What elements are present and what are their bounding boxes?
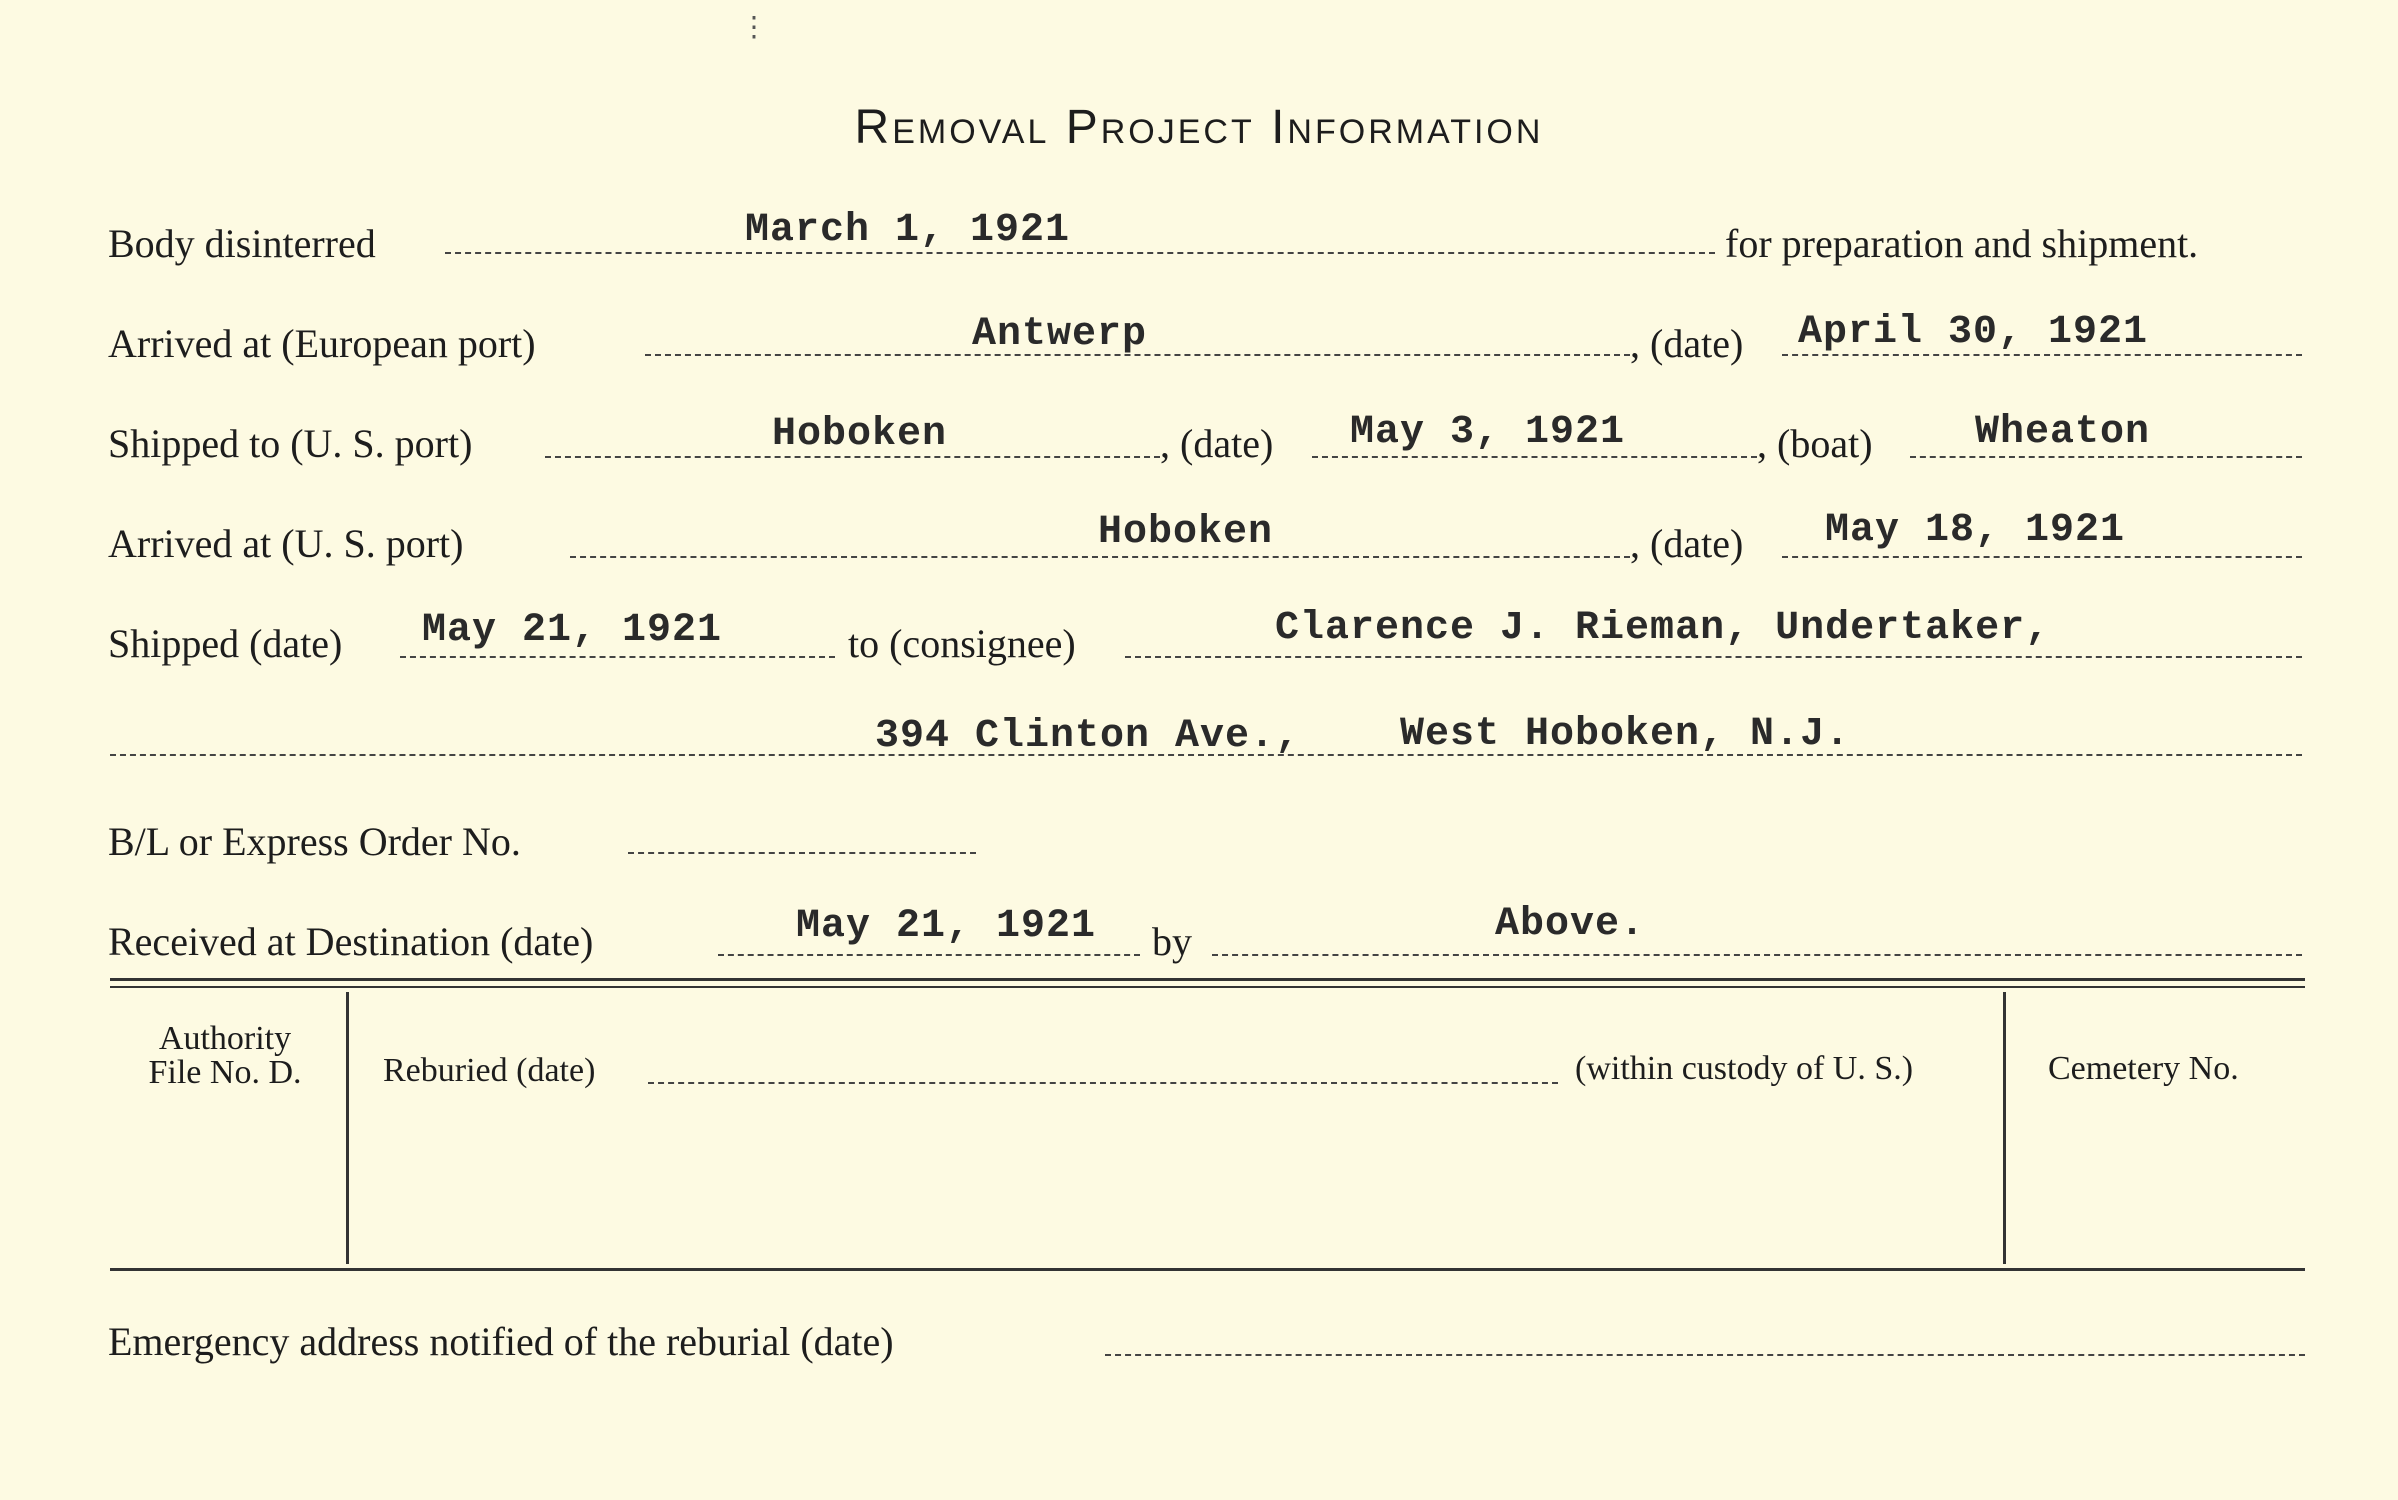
arrived-us-value: Hoboken [1098, 510, 1274, 555]
emergency-line [1105, 1354, 2305, 1356]
arrived-european-date: April 30, 1921 [1798, 310, 2149, 355]
box-divider-left [346, 992, 349, 1264]
page-title: Removal Project Information [854, 101, 1544, 154]
shipped-us-date-line [1312, 456, 1757, 458]
arrived-us-date-line [1782, 556, 2302, 558]
authority-line-1: Authority [158, 1020, 292, 1057]
authority-line-2: File No. D. [148, 1054, 302, 1091]
shipped-us-boat-label: , (boat) [1757, 421, 1873, 466]
received-by-label: by [1152, 919, 1192, 964]
shipped-us-date-label: , (date) [1160, 421, 1274, 466]
consignee-line [1125, 656, 2302, 658]
body-disinterred-line [445, 252, 1715, 254]
box-top-rule-2 [110, 986, 2305, 988]
bl-order-line [628, 852, 976, 854]
body-disinterred-label: Body disinterred [108, 221, 376, 266]
consignee-label: to (consignee) [848, 621, 1076, 666]
arrived-us-date: May 18, 1921 [1825, 508, 2126, 553]
shipped-date-label: Shipped (date) [108, 621, 343, 666]
shipped-us-value: Hoboken [772, 412, 948, 457]
emergency-label: Emergency address notified of the reburial (date) [108, 1319, 894, 1364]
bl-order-label: B/L or Express Order No. [108, 819, 521, 864]
consignee-value: Clarence J. Rieman, Undertaker, [1275, 606, 2051, 651]
reburied-line [648, 1082, 1558, 1084]
shipped-us-label: Shipped to (U. S. port) [108, 421, 473, 466]
arrived-european-label: Arrived at (European port) [108, 321, 536, 366]
received-date: May 21, 1921 [796, 904, 1097, 949]
consignee-address-city: West Hoboken, N.J. [1400, 712, 1851, 757]
received-by-line [1212, 954, 2302, 956]
shipped-date: May 21, 1921 [422, 608, 723, 653]
arrived-us-label: Arrived at (U. S. port) [108, 521, 464, 566]
authority-file-label [110, 1022, 340, 1090]
shipped-us-date: May 3, 1921 [1350, 410, 1626, 455]
body-disinterred-value: March 1, 1921 [745, 208, 1071, 253]
shipped-us-boat: Wheaton [1975, 410, 2151, 455]
box-bottom-rule [110, 1268, 2305, 1271]
box-top-rule-1 [110, 978, 2305, 981]
arrived-us-line [570, 556, 1630, 558]
arrived-european-date-label: , (date) [1630, 321, 1744, 366]
received-label: Received at Destination (date) [108, 919, 594, 964]
ink-smudge: ⋮ [740, 12, 768, 43]
cemetery-no-label: Cemetery No. [2048, 1050, 2239, 1087]
reburied-label: Reburied (date) [383, 1052, 596, 1089]
arrived-us-date-label: , (date) [1630, 521, 1744, 566]
shipped-date-line [400, 656, 835, 658]
box-divider-right [2003, 992, 2006, 1264]
arrived-european-value: Antwerp [972, 312, 1148, 357]
custody-label: (within custody of U. S.) [1575, 1050, 1914, 1087]
received-by-value: Above. [1495, 902, 1646, 947]
shipped-us-boat-line [1910, 456, 2302, 458]
consignee-address-street: 394 Clinton Ave., [875, 714, 1301, 759]
received-date-line [718, 954, 1140, 956]
body-disinterred-suffix: for preparation and shipment. [1725, 221, 2199, 266]
